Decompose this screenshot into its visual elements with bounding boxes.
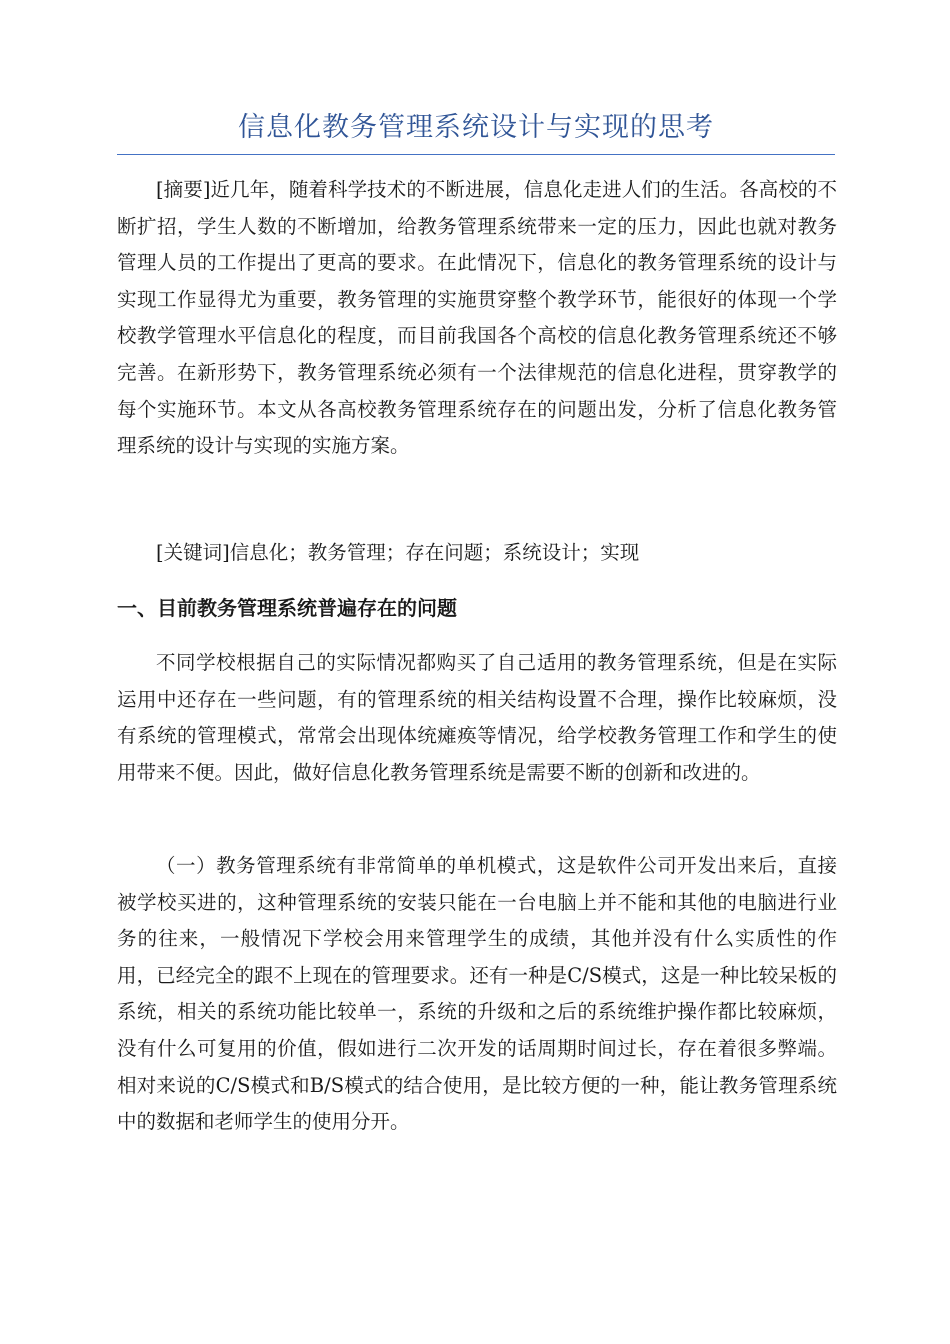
abstract-paragraph: [摘要]近几年，随着科学技术的不断进展，信息化走进人们的生活。各高校的不断扩招，学生人数的不断增加，给教务管理系统带来一定的压力，因此也就对教务管理人员的工作提出了更高的要求。在此情况下，信息化的教务管理系统的设计与实现工作显得尤为重要，教务管理的实施贯穿整个教学环节，能很好的体现一个学校教学管理水平信息化的程度，而目前我国各个高校的信息化教务管理系统还不够完善。在新形势下，教务管理系统必须有一个法律规范的信息化进程，贯穿教学的每个实施环节。本文从各高校教务管理系统存在的问题出发，分析了信息化教务管理系统的设计与实现的实施方案。 bbox=[117, 178, 837, 458]
title-underline bbox=[117, 154, 835, 155]
item-paragraph: （一）教务管理系统有非常简单的单机模式，这是软件公司开发出来后，直接被学校买进的，这种管理系统的安装只能在一台电脑上并不能和其他的电脑进行业务的往来，一般情况下学校会用来管理学生的成绩，其他并没有什么实质性的作用，已经完全的跟不上现在的管理要求。还有一种是C/S模式，这是一种比较呆板的系统，相关的系统功能比较单一，系统的升级和之后的系统维护操作都比较麻烦，没有什么可复用的价值，假如进行二次开发的话周期时间过长，存在着很多弊端。相对来说的C/S模式和B/S模式的结合使用，是比较方便的一种，能让教务管理系统中的数据和老师学生的使用分开。 bbox=[117, 854, 837, 1134]
section-heading: 一、目前教务管理系统普遍存在的问题 bbox=[117, 596, 457, 620]
document-title: 信息化教务管理系统设计与实现的思考 bbox=[238, 112, 714, 143]
section-paragraph: 不同学校根据自己的实际情况都购买了自己适用的教务管理系统，但是在实际运用中还存在一些问题，有的管理系统的相关结构设置不合理，操作比较麻烦，没有系统的管理模式，常常会出现体统瘫痪等情况，给学校教务管理工作和学生的使用带来不便。因此，做好信息化教务管理系统是需要不断的创新和改进的。 bbox=[117, 651, 837, 784]
keywords-line: [关键词]信息化；教务管理；存在问题；系统设计；实现 bbox=[156, 541, 640, 564]
